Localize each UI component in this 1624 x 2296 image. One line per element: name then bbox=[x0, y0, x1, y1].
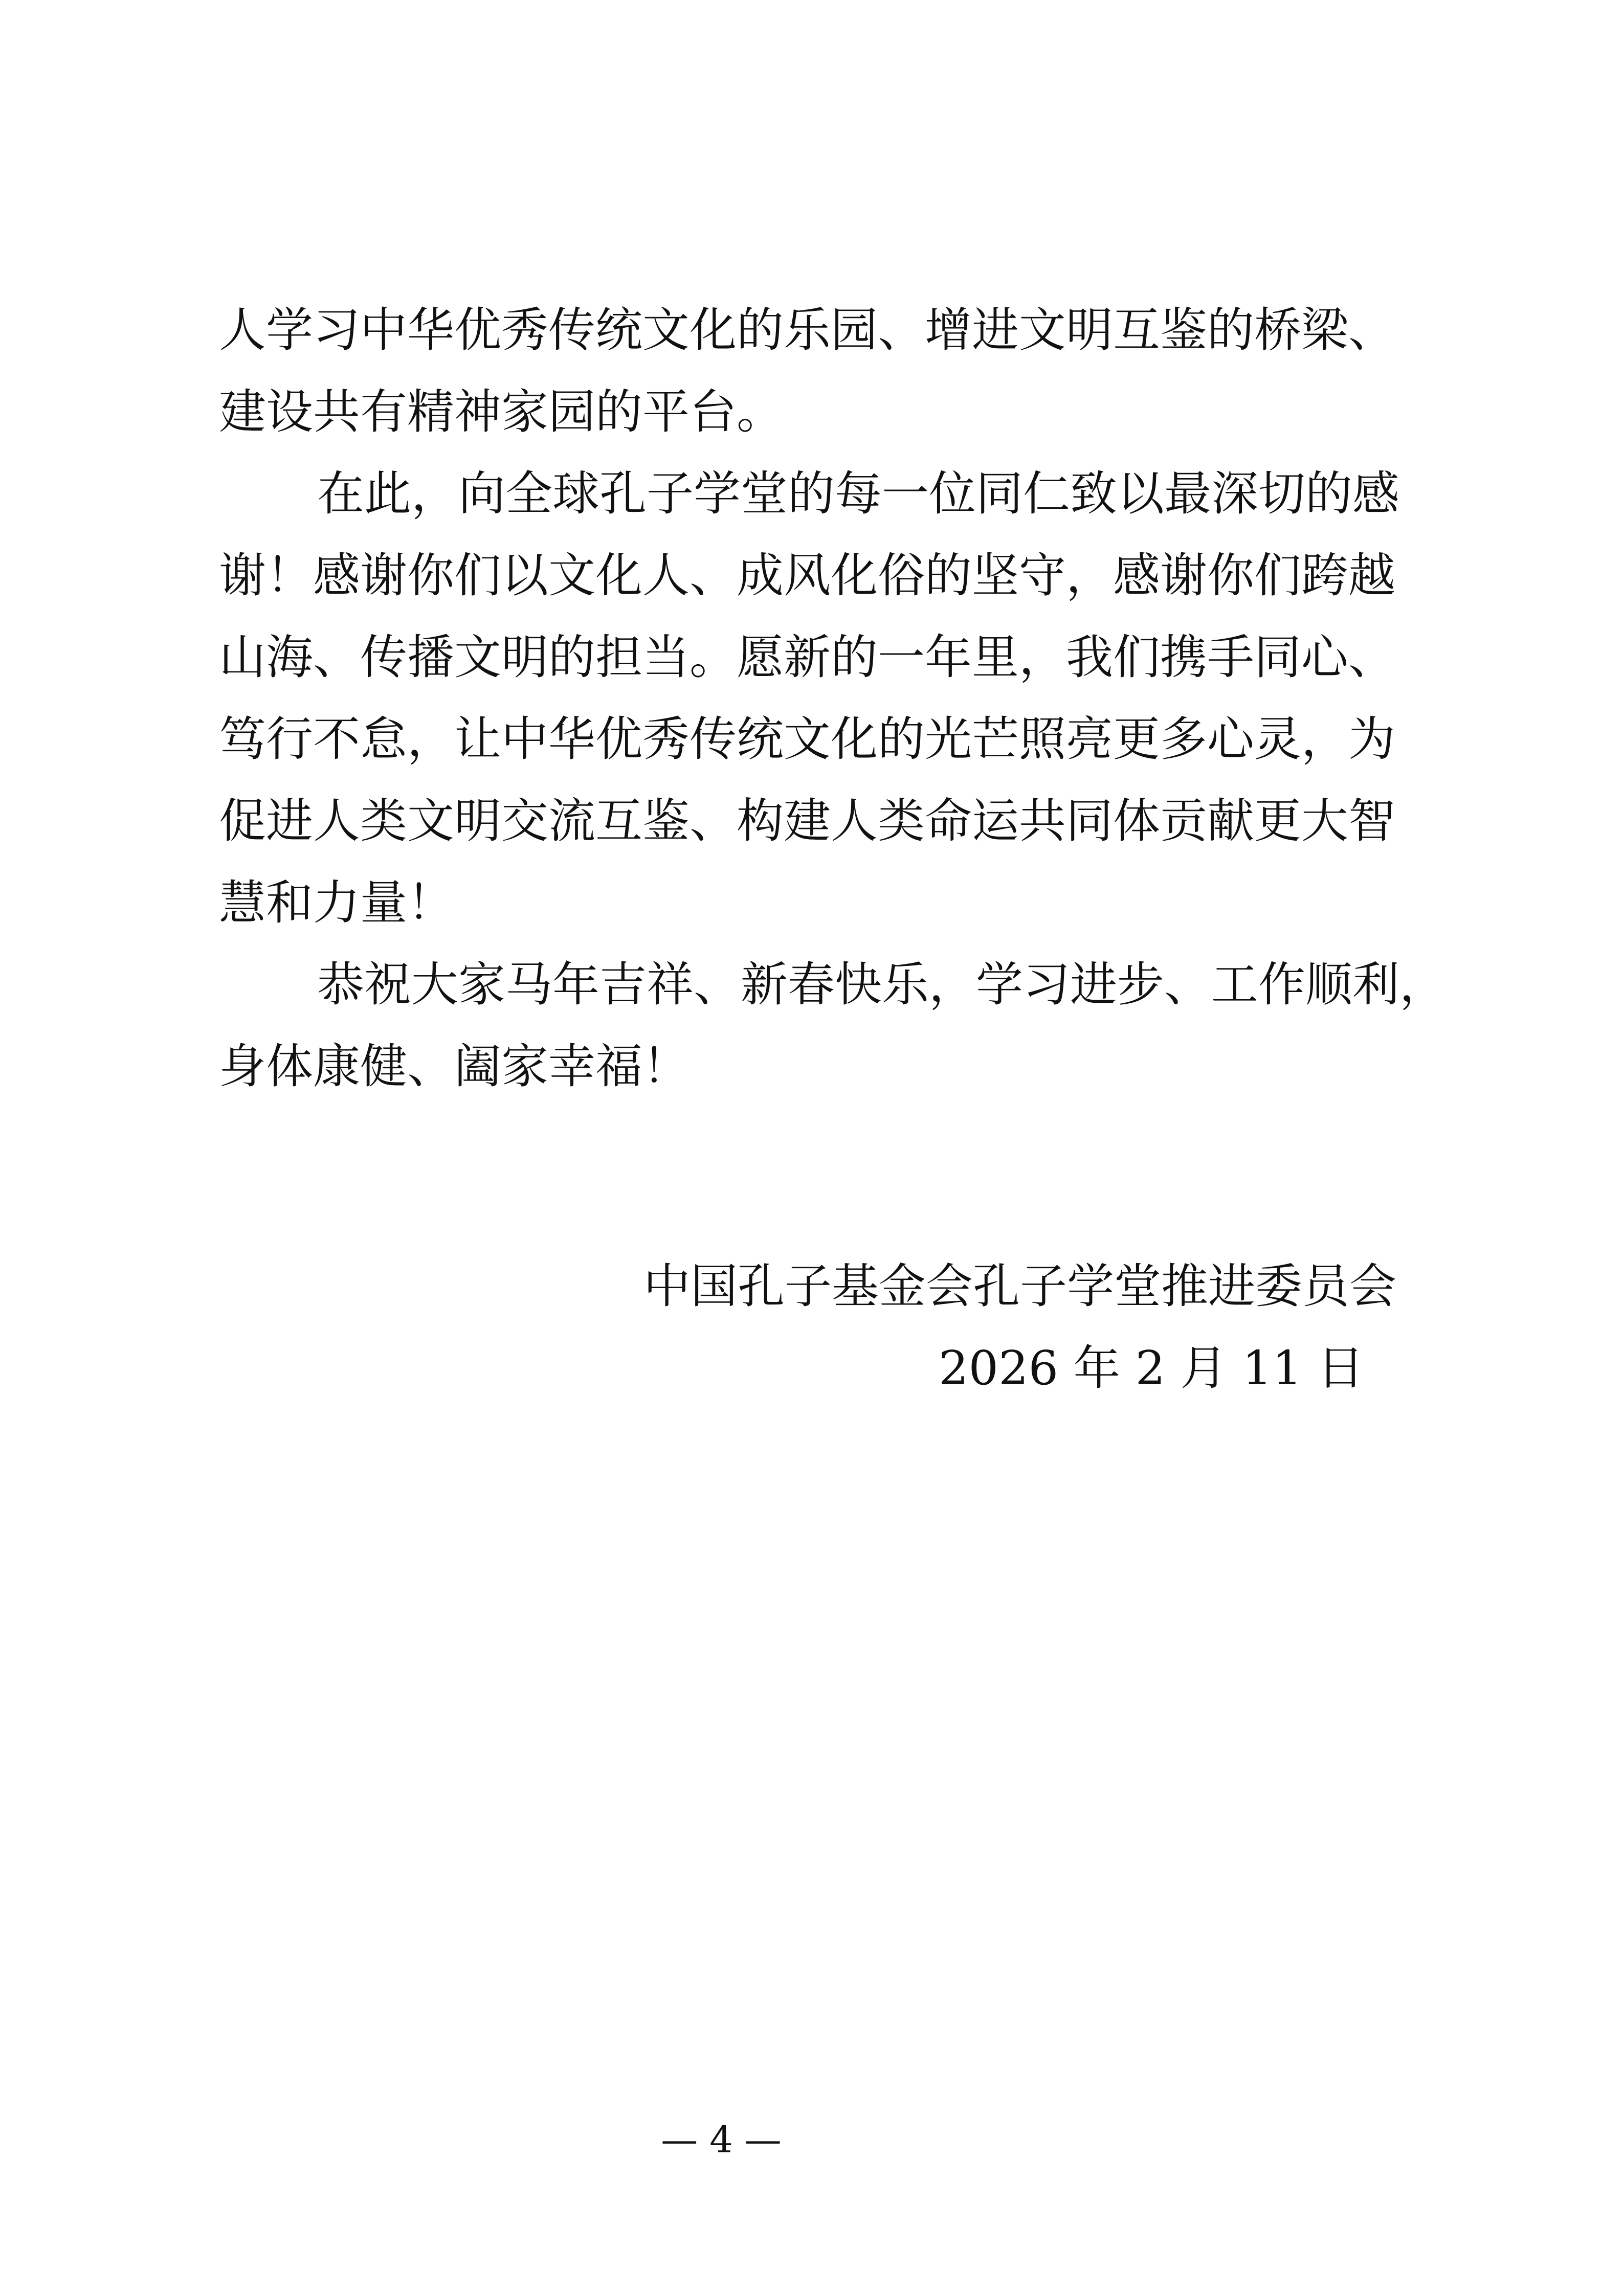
paragraph-2-line-4: 笃行不怠，让中华优秀传统文化的光芒照亮更多心灵，为 bbox=[219, 712, 1396, 767]
signature-organization: 中国孔子基金会孔子学堂推进委员会 bbox=[643, 1259, 1397, 1314]
paragraph-2-line-3: 山海、传播文明的担当。愿新的一年里，我们携手同心、 bbox=[219, 630, 1396, 685]
paragraph-2-line-5: 促进人类文明交流互鉴、构建人类命运共同体贡献更大智 bbox=[219, 794, 1396, 848]
paragraph-3-line-2: 身体康健、阖家幸福！ bbox=[219, 1039, 690, 1094]
paragraph-1-line-2: 建设共有精神家园的平台。 bbox=[219, 385, 784, 439]
paragraph-1-line-1: 人学习中华优秀传统文化的乐园、增进文明互鉴的桥梁、 bbox=[219, 303, 1396, 357]
page-number: — 4 — bbox=[661, 2118, 782, 2161]
signature-date: 2026 年 2 月 11 日 bbox=[939, 1341, 1364, 1395]
paragraph-2-line-2: 谢！感谢你们以文化人、成风化俗的坚守，感谢你们跨越 bbox=[219, 548, 1396, 603]
paragraph-2-line-1: 在此，向全球孔子学堂的每一位同仁致以最深切的感 bbox=[317, 466, 1400, 521]
paragraph-3-line-1: 恭祝大家马年吉祥、新春快乐，学习进步、工作顺利， bbox=[317, 957, 1447, 1012]
paragraph-2-line-6: 慧和力量！ bbox=[219, 875, 455, 930]
